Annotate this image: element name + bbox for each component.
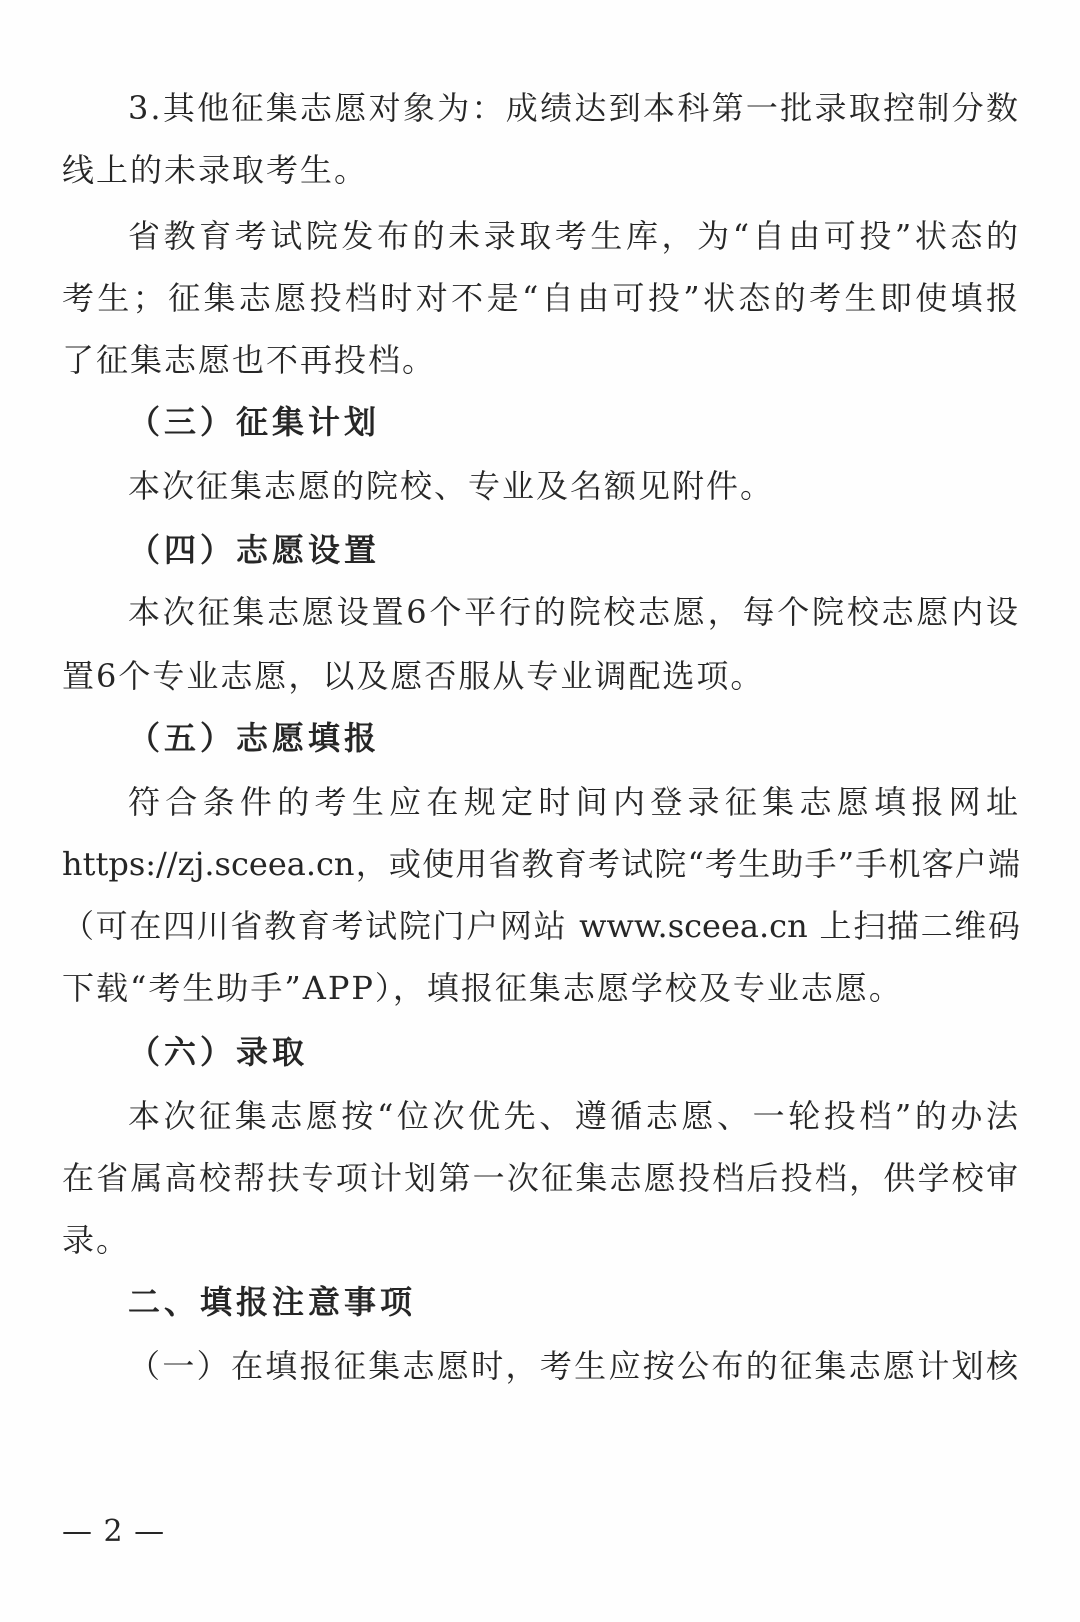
paragraph-line: 本次征集志愿的院校、专业及名额见附件。 — [128, 467, 775, 505]
paragraph-line: 考生；征集志愿投档时对不是“自由可投”状态的考生即使填报 — [62, 279, 1020, 317]
section-heading: （五）志愿填报 — [128, 719, 381, 757]
section-heading: （四）志愿设置 — [128, 531, 381, 569]
section-heading: （三）征集计划 — [128, 403, 381, 441]
paragraph-line: 省教育考试院发布的未录取考生库，为“自由可投”状态的 — [128, 217, 1020, 255]
paragraph-line: （一）在填报征集志愿时，考生应按公布的征集志愿计划核 — [128, 1347, 1020, 1385]
paragraph-line: 下载“考生助手”APP），填报征集志愿学校及专业志愿。 — [62, 969, 903, 1007]
paragraph-line: https://zj.sceea.cn，或使用省教育考试院“考生助手”手机客户端 — [62, 845, 1020, 883]
paragraph-line: 了征集志愿也不再投档。 — [62, 341, 437, 379]
paragraph-line: 录。 — [62, 1221, 131, 1259]
paragraph-line: 置6个专业志愿，以及愿否服从专业调配选项。 — [62, 657, 765, 695]
section-heading: 二、填报注意事项 — [128, 1283, 417, 1321]
paragraph-line: 在省属高校帮扶专项计划第一次征集志愿投档后投档，供学校审 — [62, 1159, 1020, 1197]
paragraph-line: 本次征集志愿设置6个平行的院校志愿，每个院校志愿内设 — [128, 593, 1020, 631]
paragraph-line: 线上的未录取考生。 — [62, 151, 369, 189]
paragraph-line: 本次征集志愿按“位次优先、遵循志愿、一轮投档”的办法 — [128, 1097, 1020, 1135]
paragraph-line: 符合条件的考生应在规定时间内登录征集志愿填报网址 — [128, 783, 1020, 821]
section-heading: （六）录取 — [128, 1033, 309, 1071]
page-number: — 2 — — [62, 1514, 166, 1549]
paragraph-line: （可在四川省教育考试院门户网站 www.sceea.cn 上扫描二维码 — [62, 907, 1020, 945]
paragraph-line: 3.其他征集志愿对象为：成绩达到本科第一批录取控制分数 — [128, 89, 1020, 127]
